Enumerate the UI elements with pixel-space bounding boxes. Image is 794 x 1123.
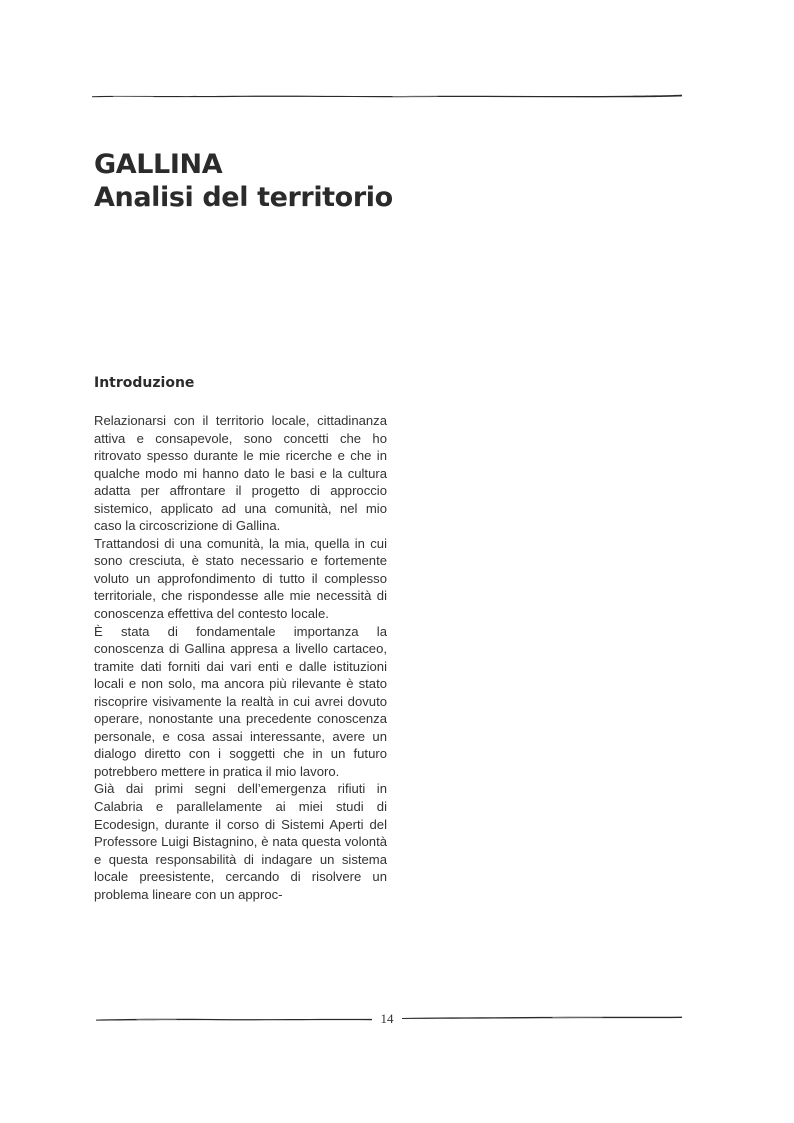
paragraph-4: Già dai primi segni dell’emergenza rifiuti in Calabria e parallelamente ai miei studi di Ecodesign, durante il corso di Sistemi Aperti del Professore Luigi Bistagnino, è nata questa volontà e questa responsabilità di indagare un sistema locale preesistente, cercando di risolvere un problema lineare con un approc- xyxy=(94,781,387,902)
top-brush-rule xyxy=(92,92,682,100)
body-text xyxy=(94,412,387,903)
section-heading: Introduzione xyxy=(94,375,195,391)
bottom-right-brush-rule xyxy=(402,1013,682,1021)
paragraph-2: Trattandosi di una comunità, la mia, quella in cui sono cresciuta, è stato necessario e fortemente voluto un approfondimento di tutto il complesso territoriale, che rispondesse alle mie necessità di conoscenza effettiva del contesto locale. xyxy=(94,535,387,622)
title-line-1: GALLINA xyxy=(94,149,223,180)
page-number: 14 xyxy=(380,1011,394,1026)
page-title xyxy=(94,148,393,214)
paragraph-1: Relazionarsi con il territorio locale, cittadinanza attiva e consapevole, sono concetti che ho ritrovato spesso durante le mie ricerche e che in qualche modo mi hanno dato le basi e la cultura adatta per affrontare il progetto di approccio sistemico, applicato ad una comunità, nel mio caso la circoscrizione di Gallina. xyxy=(94,413,387,534)
title-line-2: Analisi del territorio xyxy=(94,182,393,213)
bottom-left-brush-rule xyxy=(96,1015,372,1023)
paragraph-3: È stata di fondamentale importanza la conoscenza di Gallina appresa a livello cartaceo, tramite dati forniti dai vari enti e dalle istituzioni locali e non solo, ma ancora più rilevante è stato riscoprire visivamente la realtà in cui avrei dovuto operare, nonostante una precedente conoscenza personale, e cosa assai interessante, avere un dialogo diretto con i soggetti che in un futuro potrebbero mettere in pratica il mio lavoro. xyxy=(94,623,387,779)
